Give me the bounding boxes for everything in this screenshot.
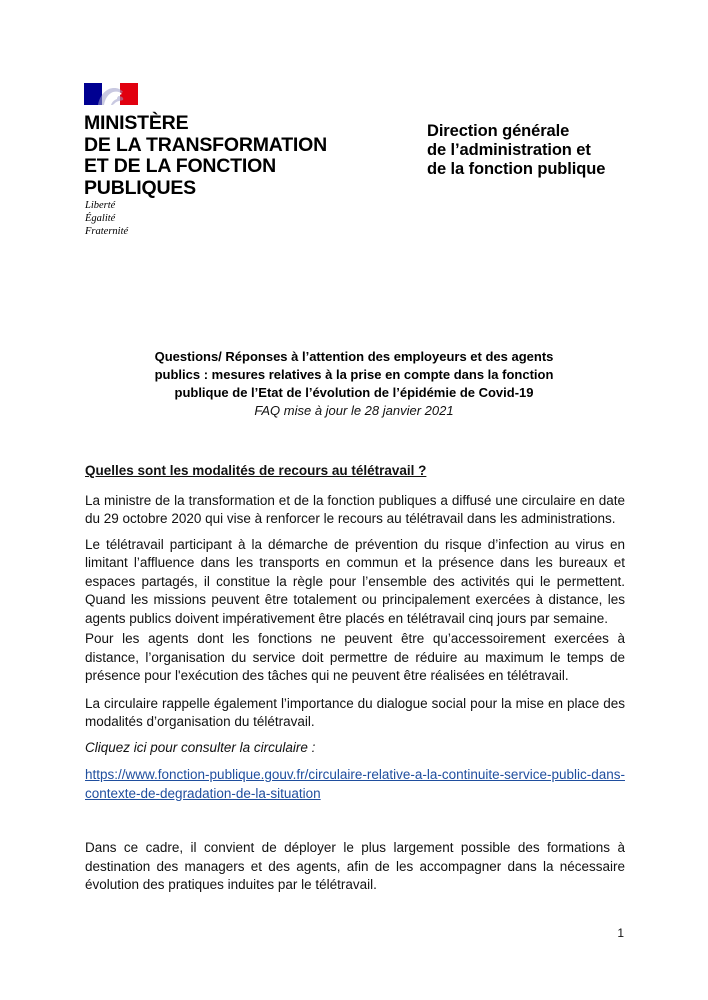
update-date: FAQ mise à jour le 28 janvier 2021 bbox=[254, 403, 454, 418]
direction-name bbox=[427, 122, 605, 179]
paragraph-partial-telework: Pour les agents dont les fonctions ne peuvent être qu’accessoirement exercées à distance, l’organisation du service doit permettre de réduire au maximum le temps de présence pour l'exécution des tâches qui ne peuvent être réalisées en télétravail. bbox=[85, 631, 625, 683]
faq-content bbox=[85, 462, 625, 902]
motto-line: Liberté bbox=[85, 200, 116, 211]
direction-line: de la fonction publique bbox=[427, 160, 606, 178]
paragraph-social-dialogue: La circulaire rappelle également l’importance du dialogue social pour la mise en place des modalités d’organisation du télétravail. bbox=[85, 695, 625, 729]
paragraph-telework-rule: Le télétravail participant à la démarche de prévention du risque d’infection au virus en limitant l’affluence dans les transports en commun et la présence dans les bureaux et espaces partagés, il constitue la règle pour l’ensemble des activités qui le permettent. Quand les missions peuvent être totalement ou principalement exercées à distance, les agents publics doivent impérativement être placés en télétravail cinq jours par semaine. bbox=[85, 536, 625, 626]
page-number: 1 bbox=[617, 926, 624, 940]
ministry-name bbox=[84, 113, 327, 199]
faq-question: Quelles sont les modalités de recours au télétravail ? bbox=[85, 463, 427, 478]
direction-line: Direction générale bbox=[427, 122, 570, 140]
paragraph-training: Dans ce cadre, il convient de déployer le plus largement possible des formations à destination des managers et des agents, afin de les accompagner dans la nécessaire évolution des pratiques induites par le télétravail. bbox=[85, 840, 625, 892]
link-intro: Cliquez ici pour consulter la circulaire : bbox=[85, 739, 316, 755]
paragraph-circular: La ministre de la transformation et de la fonction publiques a diffusé une circulaire en date du 29 octobre 2020 qui vise à renforcer le recours au télétravail dans les administrations. bbox=[85, 492, 625, 526]
spacer bbox=[85, 803, 625, 839]
marianne-logo bbox=[84, 83, 138, 105]
republic-motto bbox=[85, 199, 128, 238]
circular-link[interactable]: https://www.fonction-publique.gouv.fr/circulaire-relative-a-la-continuite-service-public-dans-contexte-de-degradation-de-la-situation bbox=[85, 767, 625, 801]
title-line: Questions/ Réponses à l’attention des employeurs et des agents bbox=[154, 349, 554, 364]
ministry-line: PUBLIQUES bbox=[84, 176, 196, 199]
direction-line: de l’administration et bbox=[427, 141, 591, 159]
ministry-line: DE LA TRANSFORMATION bbox=[84, 133, 327, 156]
document-title bbox=[120, 348, 588, 402]
motto-line: Fraternité bbox=[85, 226, 129, 237]
ministry-line: ET DE LA FONCTION bbox=[84, 155, 276, 177]
motto-line: Égalité bbox=[85, 213, 116, 224]
marianne-flag-icon bbox=[84, 83, 138, 105]
ministry-line: MINISTÈRE bbox=[84, 112, 189, 134]
title-line: publique de l’Etat de l’évolution de l’épidémie de Covid-19 bbox=[174, 385, 534, 400]
title-line: publics : mesures relatives à la prise en compte dans la fonction bbox=[154, 367, 554, 382]
